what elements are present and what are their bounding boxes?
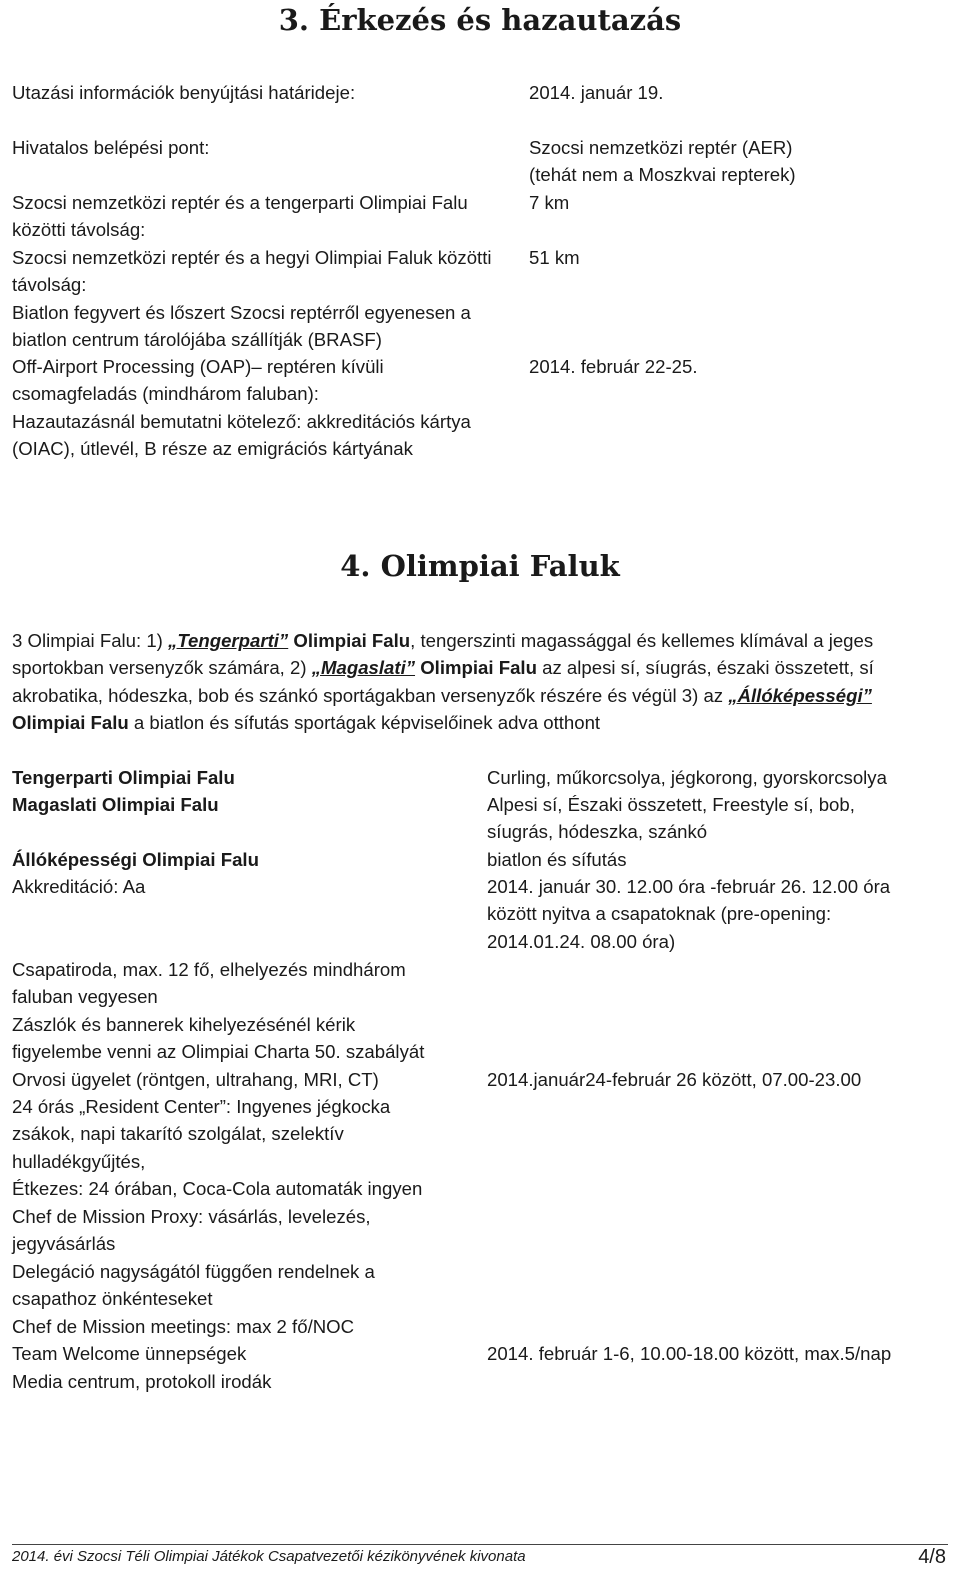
biathlon-weapons-text: Biatlon fegyvert és lőszert Szocsi reptérről egyenesen a biatlon centrum tárolójába szállítják (BRASF) xyxy=(12,302,471,351)
resident-center-text: 24 órás „Resident Center”: Ingyenes jégkocka zsákok, napi takarító szolgálat, szelektív hulladékgyűjtés, xyxy=(12,1096,391,1172)
entry-point-label: Hivatalos belépési pont: xyxy=(12,137,210,158)
cdm-proxy-text: Chef de Mission Proxy: vásárlás, levelezés, jegyvásárlás xyxy=(12,1206,371,1255)
team-welcome-label: Team Welcome ünnepségek xyxy=(12,1343,247,1364)
deadline-value: 2014. január 19. xyxy=(529,82,664,103)
mountain-distance-value: 51 km xyxy=(529,247,580,268)
oap-value: 2014. február 22-25. xyxy=(529,356,698,377)
section-3-title: 3. Érkezés és hazautazás xyxy=(278,3,682,37)
mountain-distance-label: Szocsi nemzetközi reptér és a hegyi Olimpiai Faluk közötti távolság: xyxy=(12,247,492,296)
intro-text-2: , tengerszinti magassággal és kellemes klímával a jeges sportokban versenyzők számára, 2) xyxy=(12,630,874,679)
accreditation-label: Akkreditáció: Aa xyxy=(12,876,146,897)
intro-bold-village-2: Olimpiai Falu xyxy=(415,657,537,679)
oap-label: Off-Airport Processing (OAP)– reptéren kívüli csomagfeladás (mindhárom faluban): xyxy=(12,356,384,405)
intro-emphasis-coastal: „Tengerparti” xyxy=(168,630,289,651)
team-office-text: Csapatiroda, max. 12 fő, elhelyezés mindhárom faluban vegyesen xyxy=(12,959,406,1008)
villages-intro-paragraph xyxy=(12,627,948,737)
village-name-endurance: Állóképességi Olimpiai Falu xyxy=(12,849,259,870)
medical-label: Orvosi ügyelet (röntgen, ultrahang, MRI, CT) xyxy=(12,1069,379,1090)
intro-text-3: az alpesi sí, síugrás, északi összetett, sí akrobatika, hódeszka, bob és szánkó sportágakban versenyzők részére és végül 3) az xyxy=(12,657,874,706)
cdm-meetings-text: Chef de Mission meetings: max 2 fő/NOC xyxy=(12,1316,355,1337)
volunteers-text: Delegáció nagyságától függően rendelnek a csapathoz önkénteseket xyxy=(12,1261,375,1310)
medical-value: 2014.január24-február 26 között, 07.00-23.00 xyxy=(487,1069,862,1090)
page-number: 4/8 xyxy=(918,1546,946,1568)
departure-documents-text: Hazautazásnál bemutatni kötelező: akkreditációs kártya (OIAC), útlevél, B része az emigrációs kártyának xyxy=(12,411,471,460)
village-sports-mountain: Alpesi sí, Északi összetett, Freestyle sí, bob, síugrás, hódeszka, szánkó xyxy=(487,794,855,843)
footer-divider xyxy=(12,1544,948,1545)
village-sports-endurance: biatlon és sífutás xyxy=(487,849,627,870)
intro-text-1: 3 Olimpiai Falu: 1) xyxy=(12,630,169,651)
intro-text-4: a biatlon és sífutás sportágak képviselőinek adva otthont xyxy=(128,712,601,734)
intro-emphasis-endurance: „Állóképességi” xyxy=(728,684,872,706)
intro-bold-village-3: Olimpiai Falu xyxy=(12,712,129,734)
intro-emphasis-mountain: „Magaslati” xyxy=(311,657,416,679)
entry-point-value: Szocsi nemzetközi reptér (AER) (tehát nem a Moszkvai repterek) xyxy=(529,137,796,186)
team-welcome-value: 2014. február 1-6, 10.00-18.00 között, max.5/nap xyxy=(487,1343,892,1364)
media-centre-text: Media centrum, protokoll irodák xyxy=(12,1371,272,1392)
accreditation-value: 2014. január 30. 12.00 óra -február 26. 12.00 óra között nyitva a csapatoknak (pre-opening: 2014.01.24. 08.00 óra) xyxy=(487,876,891,952)
village-sports-coastal: Curling, műkorcsolya, jégkorong, gyorskorcsolya xyxy=(487,767,887,788)
deadline-label: Utazási információk benyújtási határideje: xyxy=(12,82,356,103)
village-name-mountain: Magaslati Olimpiai Falu xyxy=(12,794,219,815)
flags-banners-text: Zászlók és bannerek kihelyezésénél kérik figyelembe venni az Olimpiai Charta 50. szabályát xyxy=(12,1014,425,1063)
dining-text: Étkezes: 24 órában, Coca-Cola automaták ingyen xyxy=(12,1178,423,1199)
footer-text: 2014. évi Szocsi Téli Olimpiai Játékok Csapatvezetői kézikönyvének kivonata xyxy=(12,1548,526,1565)
section-4-title: 4. Olimpiai Faluk xyxy=(340,549,620,583)
intro-bold-village-1: Olimpiai Falu xyxy=(288,630,411,651)
village-name-coastal: Tengerparti Olimpiai Falu xyxy=(12,767,235,788)
coastal-distance-label: Szocsi nemzetközi reptér és a tengerparti Olimpiai Falu közötti távolság: xyxy=(12,192,468,241)
coastal-distance-value: 7 km xyxy=(529,192,570,213)
